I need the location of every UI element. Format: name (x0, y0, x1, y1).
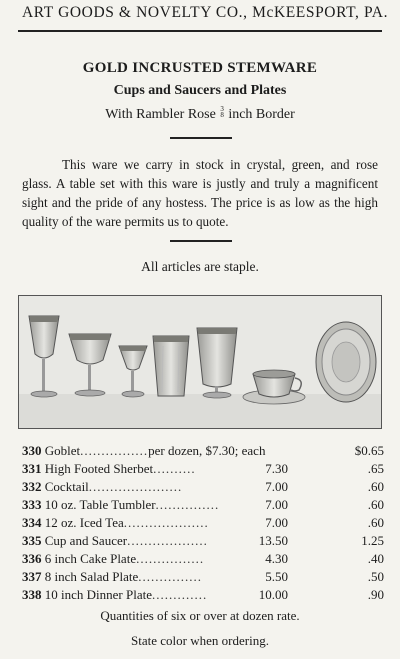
leader-dots: ...................... (88, 479, 183, 494)
leader-dots: .......... (153, 461, 196, 476)
fraction-denominator: 8 (220, 111, 224, 119)
item-number: 334 (22, 515, 42, 530)
divider-bottom (170, 240, 232, 242)
price-each: .40 (367, 551, 384, 566)
leader-dots: .................... (123, 515, 209, 530)
border-text-before: With Rambler Rose (105, 107, 216, 122)
price-each: .50 (367, 569, 384, 584)
price-each: .60 (367, 515, 384, 530)
price-each: .60 (367, 479, 384, 494)
price-row-337 (22, 569, 384, 587)
price-dozen: 7.00 (265, 515, 288, 530)
item-name: Goblet (44, 443, 81, 458)
item-number: 330 (22, 443, 42, 458)
price-each: 1.25 (361, 533, 384, 548)
price-row-331 (22, 461, 384, 479)
quantity-note: Quantities of six or over at dozen rate. (100, 608, 300, 623)
fraction-numerator: 3 (220, 105, 224, 113)
border-fraction (220, 106, 224, 118)
plate-icon (316, 322, 376, 402)
item-name: 6 inch Cake Plate (44, 551, 137, 566)
color-note: State color when ordering. (131, 633, 269, 648)
price-row-334 (22, 515, 384, 533)
leader-dots: ............... (155, 497, 220, 512)
staple-note: All articles are staple. (141, 259, 259, 274)
item-number: 336 (22, 551, 42, 566)
page-subtitle: Cups and Saucers and Plates (113, 83, 287, 98)
item-number: 335 (22, 533, 42, 548)
price-dozen: 4.30 (265, 551, 288, 566)
item-number: 337 (22, 569, 42, 584)
price-each: $0.65 (354, 443, 384, 458)
price-row-335 (22, 533, 384, 551)
leader-dots: ................ (136, 551, 205, 566)
price-each: .65 (367, 461, 384, 476)
item-number: 331 (22, 461, 42, 476)
per-dozen-label: per dozen, $7.30; each (148, 443, 266, 458)
price-list (22, 443, 384, 605)
description-paragraph: This ware we carry in stock in crystal, green, and rose glass. A table set with this ware is justly and truly a magnificent sight and the pride of any hostess. The price is as low as the high quality of the ware permits us to quote. (22, 157, 378, 229)
item-name: 8 inch Salad Plate (44, 569, 139, 584)
item-number: 332 (22, 479, 42, 494)
price-row-332 (22, 479, 384, 497)
price-dozen: 5.50 (265, 569, 288, 584)
item-name: Cup and Saucer (44, 533, 128, 548)
item-number: 333 (22, 497, 42, 512)
page-title: GOLD INCRUSTED STEMWARE (82, 60, 318, 76)
leader-dots: ................ (80, 443, 149, 458)
leader-dots: ............... (138, 569, 203, 584)
item-name: High Footed Sherbet (44, 461, 154, 476)
price-row-330 (22, 443, 384, 461)
price-each: .60 (367, 497, 384, 512)
price-each: .90 (367, 587, 384, 602)
item-name: 10 oz. Table Tumbler (44, 497, 156, 512)
item-name: 10 inch Dinner Plate (44, 587, 152, 602)
item-number: 338 (22, 587, 42, 602)
stemware-photo (18, 295, 382, 429)
price-row-336 (22, 551, 384, 569)
price-dozen: 10.00 (258, 587, 288, 602)
company-header: ART GOODS & NOVELTY CO., McKEESPORT, PA. (22, 4, 389, 21)
leader-dots: ............. (151, 587, 208, 602)
price-row-338 (22, 587, 384, 605)
item-name: 12 oz. Iced Tea (44, 515, 124, 530)
tumbler-icon (153, 336, 189, 396)
price-dozen: 7.00 (265, 497, 288, 512)
price-dozen: 7.00 (265, 479, 288, 494)
price-row-333 (22, 497, 384, 515)
divider-top (170, 137, 232, 139)
leader-dots: ................... (127, 533, 208, 548)
price-dozen: 7.30 (265, 461, 288, 476)
price-dozen: 13.50 (258, 533, 288, 548)
border-description (0, 106, 400, 123)
header-rule (18, 30, 382, 32)
stemware-illustration (19, 296, 381, 428)
item-name: Cocktail (44, 479, 89, 494)
border-text-after: inch Border (228, 107, 295, 122)
